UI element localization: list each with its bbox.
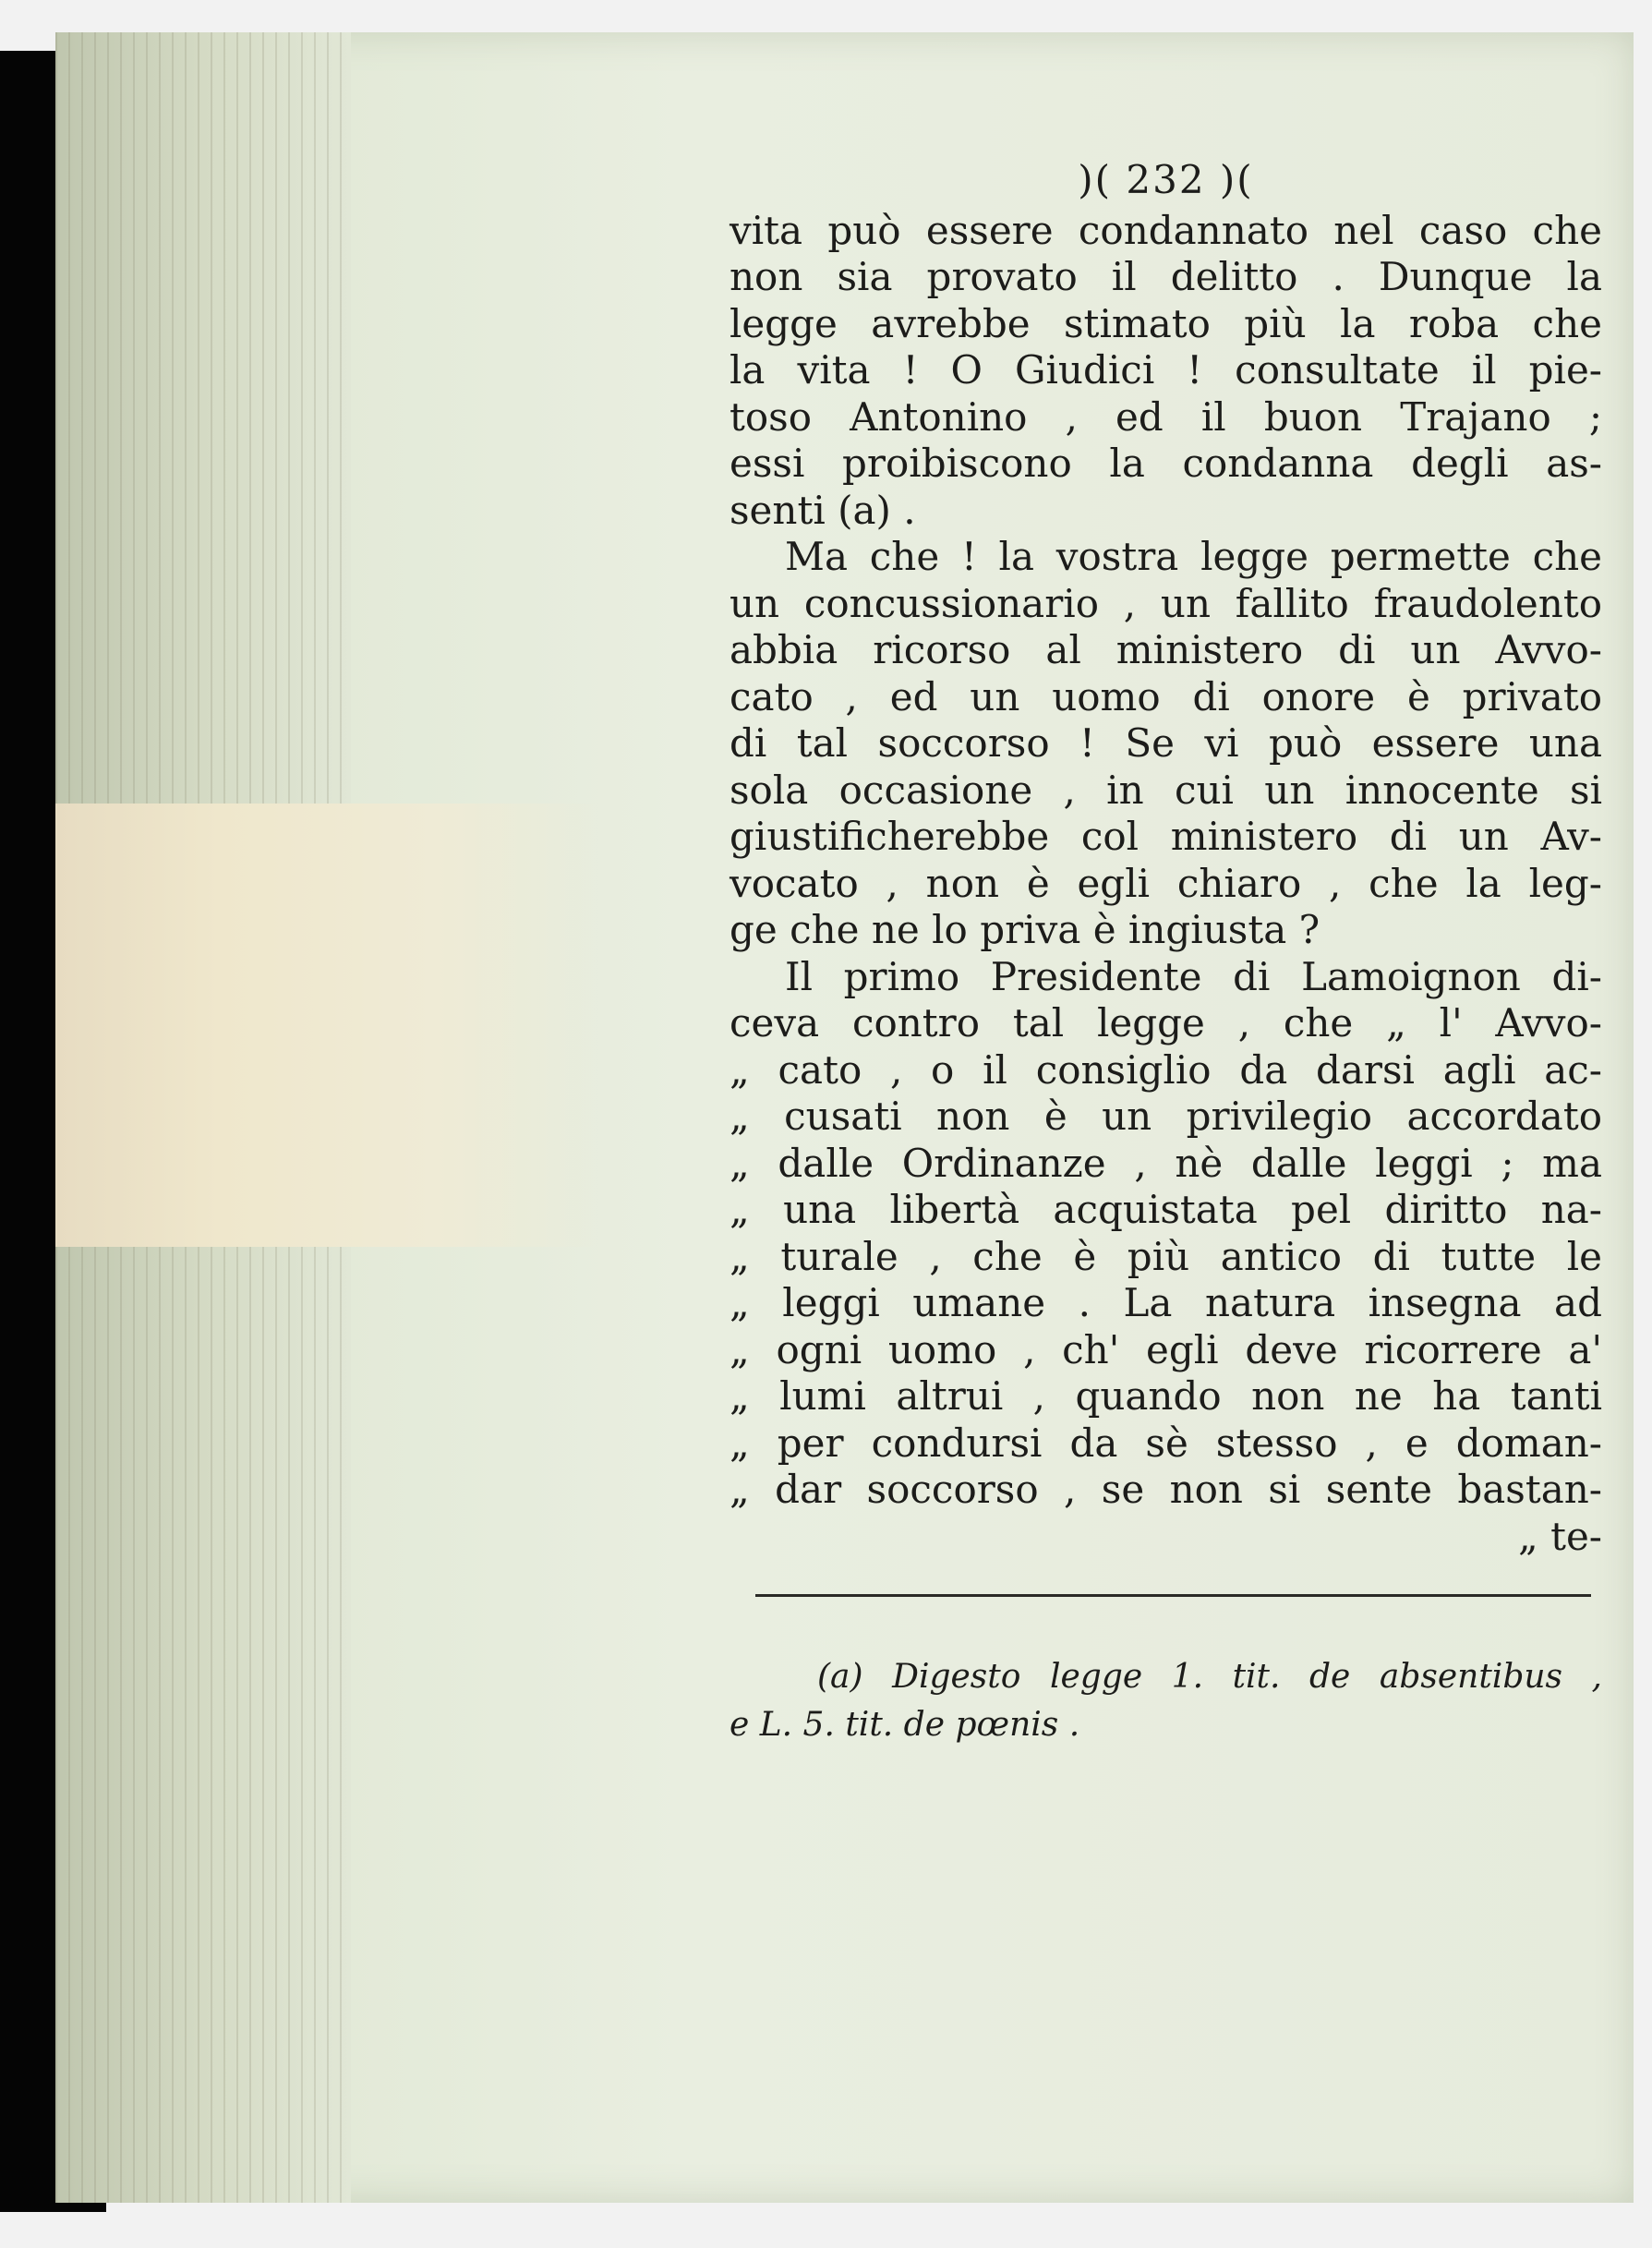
text-line: essi proibiscono la condanna degli as- bbox=[730, 441, 1602, 486]
quoted-line: „ una libertà acquistata pel diritto na- bbox=[730, 1187, 1602, 1232]
text-line: ge che ne lo priva è ingiusta ? bbox=[730, 907, 1320, 952]
footnote-line: (a) Digesto legge 1. tit. de absentibus , bbox=[817, 1658, 1602, 1696]
page-stack-band bbox=[55, 804, 600, 1247]
catchword: „ te- bbox=[1517, 1513, 1602, 1559]
paragraph-1 bbox=[730, 208, 1602, 535]
text-line: vita può essere condannato nel caso che bbox=[730, 207, 1602, 253]
quoted-line: „ turale , che è più antico di tutte le bbox=[730, 1233, 1602, 1279]
page-text bbox=[730, 157, 1602, 1560]
text-line: senti (a) . bbox=[730, 487, 916, 533]
quoted-line: „ ogni uomo , ch' egli deve ricorrere a' bbox=[730, 1326, 1602, 1372]
text-line: Il primo Presidente di Lamoignon di- bbox=[785, 953, 1602, 999]
quoted-line: „ dar soccorso , se non si sente bastan- bbox=[730, 1467, 1602, 1512]
quoted-line: „ leggi umane . La natura insegna ad bbox=[730, 1280, 1602, 1325]
page-header: )( 232 )( bbox=[1078, 157, 1254, 202]
footnote-rule bbox=[755, 1594, 1591, 1597]
quoted-line: „ dalle Ordinanze , nè dalle leggi ; ma bbox=[730, 1140, 1602, 1186]
footnote bbox=[730, 1653, 1602, 1749]
text-line: non sia provato il delitto . Dunque la bbox=[730, 254, 1602, 299]
text-line: sola occasione , in cui un innocente si bbox=[730, 767, 1602, 813]
text-line: vocato , non è egli chiaro , che la leg- bbox=[730, 860, 1602, 906]
text-line: Ma che ! la vostra legge permette che bbox=[785, 534, 1602, 579]
scan-margin bbox=[0, 2212, 1652, 2248]
text-line: cato , ed un uomo di onore è privato bbox=[730, 673, 1602, 719]
text-line: ceva contro tal legge , che „ l' Avvo- bbox=[730, 1000, 1602, 1045]
text-line: toso Antonino , ed il buon Trajano ; bbox=[730, 393, 1602, 440]
quoted-line: „ per condursi da sè stesso , e doman- bbox=[730, 1420, 1602, 1466]
quoted-line: „ cusati non è un privilegio accordato bbox=[730, 1094, 1602, 1139]
quoted-line: „ lumi altrui , quando non ne ha tanti bbox=[730, 1373, 1602, 1419]
quoted-line: „ cato , o il consiglio da darsi agli ac- bbox=[730, 1046, 1602, 1093]
text-line: legge avrebbe stimato più la roba che bbox=[730, 300, 1602, 346]
text-line: giustificherebbe col ministero di un Av- bbox=[730, 814, 1602, 859]
text-line: un concussionario , un fallito fraudolento bbox=[730, 580, 1602, 626]
text-line: la vita ! O Giudici ! consultate il pie- bbox=[730, 347, 1602, 393]
footnote-line: e L. 5. tit. de pœnis . bbox=[730, 1706, 1080, 1744]
paragraph-3 bbox=[730, 954, 1602, 1514]
text-line: di tal soccorso ! Se vi può essere una bbox=[730, 720, 1602, 766]
text-line: abbia ricorso al ministero di un Avvo- bbox=[730, 627, 1602, 672]
paragraph-2 bbox=[730, 534, 1602, 954]
